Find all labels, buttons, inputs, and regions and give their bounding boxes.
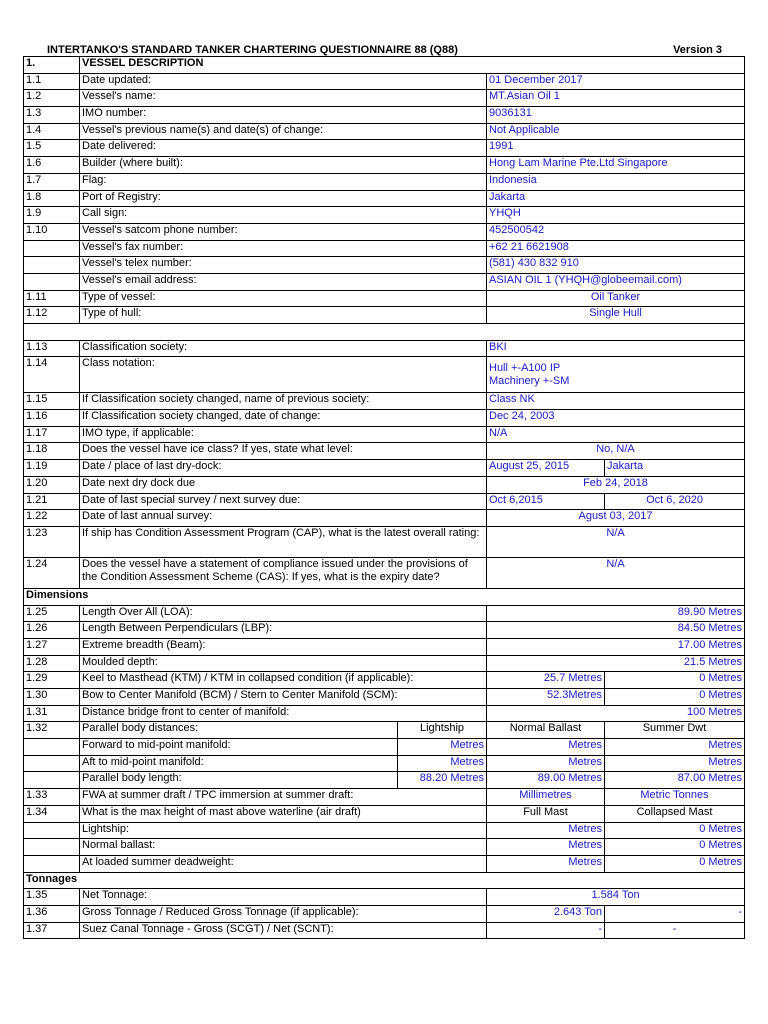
row-value: Class NK — [487, 393, 745, 410]
row-value: +62 21 6621908 — [487, 240, 745, 257]
row-number: 1.29 — [24, 672, 80, 689]
value-normal-ballast: Metres — [487, 755, 605, 772]
suez-gross: - — [487, 922, 605, 939]
value-lightship: 88.20 Metres — [398, 772, 487, 789]
row-1-29 — [24, 672, 745, 689]
row-value: Single Hull — [487, 307, 745, 324]
row-number: 1.34 — [24, 805, 80, 822]
row-value: Not Applicable — [487, 123, 745, 140]
class-notation-machinery: Machinery +-SM — [489, 375, 570, 388]
row-number: 1.37 — [24, 922, 80, 939]
row-number — [24, 822, 80, 839]
header-full-mast: Full Mast — [487, 805, 605, 822]
row-number: 1.7 — [24, 173, 80, 190]
row-label: Classification society: — [80, 340, 487, 357]
row-1-3 — [24, 107, 745, 124]
value-summer-dwt: 87.00 Metres — [605, 772, 745, 789]
row-1-33 — [24, 789, 745, 806]
row-label: Distance bridge front to center of manifold: — [80, 705, 487, 722]
row-label: What is the max height of mast above waterline (air draft) — [80, 805, 487, 822]
row-1-20 — [24, 476, 745, 493]
row-value: YHQH — [487, 207, 745, 224]
row-number: 1.31 — [24, 705, 80, 722]
row-label: Vessel's email address: — [80, 273, 487, 290]
row-label: Parallel body length: — [80, 772, 398, 789]
row-value: Agust 03, 2017 — [487, 510, 745, 527]
row-value: Oil Tanker — [487, 290, 745, 307]
row-number: 1.4 — [24, 123, 80, 140]
row-label: Keel to Masthead (KTM) / KTM in collapsed condition (if applicable): — [80, 672, 487, 689]
suez-net: - — [605, 922, 745, 939]
value-collapsed-mast: 0 Metres — [605, 855, 745, 872]
class-notation-hull: Hull +-A100 IP — [489, 362, 561, 375]
row-number: 1.9 — [24, 207, 80, 224]
header-lightship: Lightship — [398, 722, 487, 739]
row-number: 1.10 — [24, 223, 80, 240]
row-value — [487, 357, 745, 393]
row-1-26 — [24, 622, 745, 639]
row-label: Flag: — [80, 173, 487, 190]
next-special-survey: Oct 6, 2020 — [605, 493, 745, 510]
row-value: Hong Lam Marine Pte.Ltd Singapore — [487, 157, 745, 174]
last-special-survey: Oct 6,2015 — [487, 493, 605, 510]
row-telex — [24, 257, 745, 274]
row-1-35 — [24, 889, 745, 906]
row-value: (581) 430 832 910 — [487, 257, 745, 274]
row-number: 1.23 — [24, 526, 80, 557]
row-air-draft-loaded — [24, 855, 745, 872]
row-label: Gross Tonnage / Reduced Gross Tonnage (if applicable): — [80, 905, 487, 922]
row-1-23 — [24, 526, 745, 557]
row-number: 1.36 — [24, 905, 80, 922]
row-value: 452500542 — [487, 223, 745, 240]
row-value: 1.584 Ton — [487, 889, 745, 906]
row-1-19 — [24, 460, 745, 477]
row-1-15 — [24, 393, 745, 410]
fwa-unit: Millimetres — [487, 789, 605, 806]
value-lightship: Metres — [398, 739, 487, 756]
row-label: Bow to Center Manifold (BCM) / Stern to Center Manifold (SCM): — [80, 689, 487, 706]
row-1-22 — [24, 510, 745, 527]
row-label: Does the vessel have ice class? If yes, state what level: — [80, 443, 487, 460]
document-title: INTERTANKO'S STANDARD TANKER CHARTERING QUESTIONNAIRE 88 (Q88) — [47, 44, 458, 56]
row-label: Date / place of last dry-dock: — [80, 460, 487, 477]
row-value: No, N/A — [487, 443, 745, 460]
section-title: Tonnages — [24, 872, 745, 889]
row-aft-manifold — [24, 755, 745, 772]
value-normal-ballast: 89.00 Metres — [487, 772, 605, 789]
row-1-13 — [24, 340, 745, 357]
row-1-37 — [24, 922, 745, 939]
row-label: If ship has Condition Assessment Program (CAP), what is the latest overall rating: — [80, 526, 487, 557]
value-full-mast: Metres — [487, 839, 605, 856]
row-parallel-body-length — [24, 772, 745, 789]
ktm-collapsed-value: 0 Metres — [605, 672, 745, 689]
row-label: Does the vessel have a statement of compliance issued under the provisions of the Condition Assessment Scheme (CAS): If yes, what is the expiry date? — [80, 557, 487, 588]
header-collapsed-mast: Collapsed Mast — [605, 805, 745, 822]
row-number — [24, 257, 80, 274]
row-number: 1.28 — [24, 655, 80, 672]
row-value: N/A — [487, 526, 745, 557]
row-value: ASIAN OIL 1 (YHQH@globeemail.com) — [487, 273, 745, 290]
row-label: Vessel's telex number: — [80, 257, 487, 274]
row-1-5 — [24, 140, 745, 157]
row-label: Length Over All (LOA): — [80, 605, 487, 622]
version-label: Version 3 — [673, 44, 722, 56]
row-label: Normal ballast: — [80, 839, 487, 856]
row-number: 1.21 — [24, 493, 80, 510]
row-label: FWA at summer draft / TPC immersion at summer draft: — [80, 789, 487, 806]
row-number: 1.12 — [24, 307, 80, 324]
value-summer-dwt: Metres — [605, 755, 745, 772]
row-1-25 — [24, 605, 745, 622]
row-number: 1.2 — [24, 90, 80, 107]
row-value: N/A — [487, 557, 745, 588]
row-number — [24, 240, 80, 257]
row-label: Vessel's previous name(s) and date(s) of change: — [80, 123, 487, 140]
value-full-mast: Metres — [487, 855, 605, 872]
value-full-mast: Metres — [487, 822, 605, 839]
row-number — [24, 839, 80, 856]
row-number: 1.3 — [24, 107, 80, 124]
row-number: 1.11 — [24, 290, 80, 307]
row-number: 1.20 — [24, 476, 80, 493]
row-value: Indonesia — [487, 173, 745, 190]
row-value: 1991 — [487, 140, 745, 157]
value-lightship: Metres — [398, 755, 487, 772]
row-1-12 — [24, 307, 745, 324]
row-number: 1.18 — [24, 443, 80, 460]
row-number: 1.22 — [24, 510, 80, 527]
row-number: 1.16 — [24, 410, 80, 427]
row-value: BKI — [487, 340, 745, 357]
row-label: Date of last annual survey: — [80, 510, 487, 527]
row-spacer — [24, 324, 745, 341]
row-value: 89.90 Metres — [487, 605, 745, 622]
row-1-28 — [24, 655, 745, 672]
row-1-21 — [24, 493, 745, 510]
row-number: 1.27 — [24, 638, 80, 655]
row-label: Forward to mid-point manifold: — [80, 739, 398, 756]
row-number: 1.25 — [24, 605, 80, 622]
row-1-16 — [24, 410, 745, 427]
row-number: 1.5 — [24, 140, 80, 157]
row-air-draft-lightship — [24, 822, 745, 839]
row-number: 1.14 — [24, 357, 80, 393]
value-normal-ballast: Metres — [487, 739, 605, 756]
reduced-gross-tonnage: - — [605, 905, 745, 922]
questionnaire-table — [23, 56, 745, 939]
row-1-1 — [24, 73, 745, 90]
row-label: Lightship: — [80, 822, 487, 839]
row-1-9 — [24, 207, 745, 224]
spacer-cell — [24, 324, 745, 341]
row-number: 1.24 — [24, 557, 80, 588]
row-number: 1.26 — [24, 622, 80, 639]
tpc-unit: Metric Tonnes — [605, 789, 745, 806]
row-1-31 — [24, 705, 745, 722]
row-number: 1.8 — [24, 190, 80, 207]
row-air-draft-ballast — [24, 839, 745, 856]
row-label: Type of hull: — [80, 307, 487, 324]
row-label: IMO type, if applicable: — [80, 426, 487, 443]
row-label: Date of last special survey / next survey due: — [80, 493, 487, 510]
row-label: Aft to mid-point manifold: — [80, 755, 398, 772]
row-number — [24, 755, 80, 772]
row-number: 1.15 — [24, 393, 80, 410]
row-1-2 — [24, 90, 745, 107]
header-summer-dwt: Summer Dwt — [605, 722, 745, 739]
row-1-11 — [24, 290, 745, 307]
row-number — [24, 772, 80, 789]
row-value: MT.Asian Oil 1 — [487, 90, 745, 107]
row-number — [24, 855, 80, 872]
row-1-4 — [24, 123, 745, 140]
row-1-10 — [24, 223, 745, 240]
row-label: Date next dry dock due — [80, 476, 487, 493]
row-1-7 — [24, 173, 745, 190]
dry-dock-place: Jakarta — [605, 460, 745, 477]
row-1-34 — [24, 805, 745, 822]
row-number: 1.32 — [24, 722, 80, 739]
row-value: N/A — [487, 426, 745, 443]
value-collapsed-mast: 0 Metres — [605, 822, 745, 839]
row-label: Moulded depth: — [80, 655, 487, 672]
row-1-18 — [24, 443, 745, 460]
row-number — [24, 273, 80, 290]
scm-value: 0 Metres — [605, 689, 745, 706]
section-vessel-description — [24, 57, 745, 74]
row-number: 1.13 — [24, 340, 80, 357]
row-1-32 — [24, 722, 745, 739]
row-number: 1.19 — [24, 460, 80, 477]
value-collapsed-mast: 0 Metres — [605, 839, 745, 856]
row-label: If Classification society changed, date of change: — [80, 410, 487, 427]
row-1-36 — [24, 905, 745, 922]
row-label: If Classification society changed, name of previous society: — [80, 393, 487, 410]
row-email — [24, 273, 745, 290]
section-tonnages — [24, 872, 745, 889]
row-label: Suez Canal Tonnage - Gross (SCGT) / Net (SCNT): — [80, 922, 487, 939]
row-number: 1.17 — [24, 426, 80, 443]
row-1-6 — [24, 157, 745, 174]
row-label: Extreme breadth (Beam): — [80, 638, 487, 655]
row-label: At loaded summer deadweight: — [80, 855, 487, 872]
row-label: Vessel's name: — [80, 90, 487, 107]
row-number: 1.30 — [24, 689, 80, 706]
row-label: Type of vessel: — [80, 290, 487, 307]
row-label: Date updated: — [80, 73, 487, 90]
row-1-27 — [24, 638, 745, 655]
ktm-value: 25.7 Metres — [487, 672, 605, 689]
row-1-24 — [24, 557, 745, 588]
dry-dock-date: August 25, 2015 — [487, 460, 605, 477]
row-label: Class notation: — [80, 357, 487, 393]
row-label: Parallel body distances: — [80, 722, 398, 739]
bcm-value: 52.3Metres — [487, 689, 605, 706]
section-number: 1. — [24, 57, 80, 74]
row-value: Feb 24, 2018 — [487, 476, 745, 493]
row-1-8 — [24, 190, 745, 207]
row-label: Net Tonnage: — [80, 889, 487, 906]
row-value: 100 Metres — [487, 705, 745, 722]
gross-tonnage: 2.643 Ton — [487, 905, 605, 922]
row-number: 1.35 — [24, 889, 80, 906]
row-label: Length Between Perpendiculars (LBP): — [80, 622, 487, 639]
header-normal-ballast: Normal Ballast — [487, 722, 605, 739]
section-title: VESSEL DESCRIPTION — [80, 57, 745, 74]
row-value: 17.00 Metres — [487, 638, 745, 655]
row-label: IMO number: — [80, 107, 487, 124]
row-label: Call sign: — [80, 207, 487, 224]
section-title: Dimensions — [24, 588, 745, 605]
row-forward-manifold — [24, 739, 745, 756]
row-label: Vessel's fax number: — [80, 240, 487, 257]
row-1-14 — [24, 357, 745, 393]
row-fax — [24, 240, 745, 257]
row-value: 84.50 Metres — [487, 622, 745, 639]
row-1-30 — [24, 689, 745, 706]
row-number: 1.33 — [24, 789, 80, 806]
row-label: Builder (where built): — [80, 157, 487, 174]
value-summer-dwt: Metres — [605, 739, 745, 756]
section-dimensions — [24, 588, 745, 605]
row-value: 9036131 — [487, 107, 745, 124]
row-number: 1.6 — [24, 157, 80, 174]
row-1-17 — [24, 426, 745, 443]
row-number — [24, 739, 80, 756]
row-label: Date delivered: — [80, 140, 487, 157]
row-value: 01 December 2017 — [487, 73, 745, 90]
row-value: 21.5 Metres — [487, 655, 745, 672]
row-value: Jakarta — [487, 190, 745, 207]
row-value: Dec 24, 2003 — [487, 410, 745, 427]
row-label: Port of Registry: — [80, 190, 487, 207]
row-number: 1.1 — [24, 73, 80, 90]
row-label: Vessel's satcom phone number: — [80, 223, 487, 240]
